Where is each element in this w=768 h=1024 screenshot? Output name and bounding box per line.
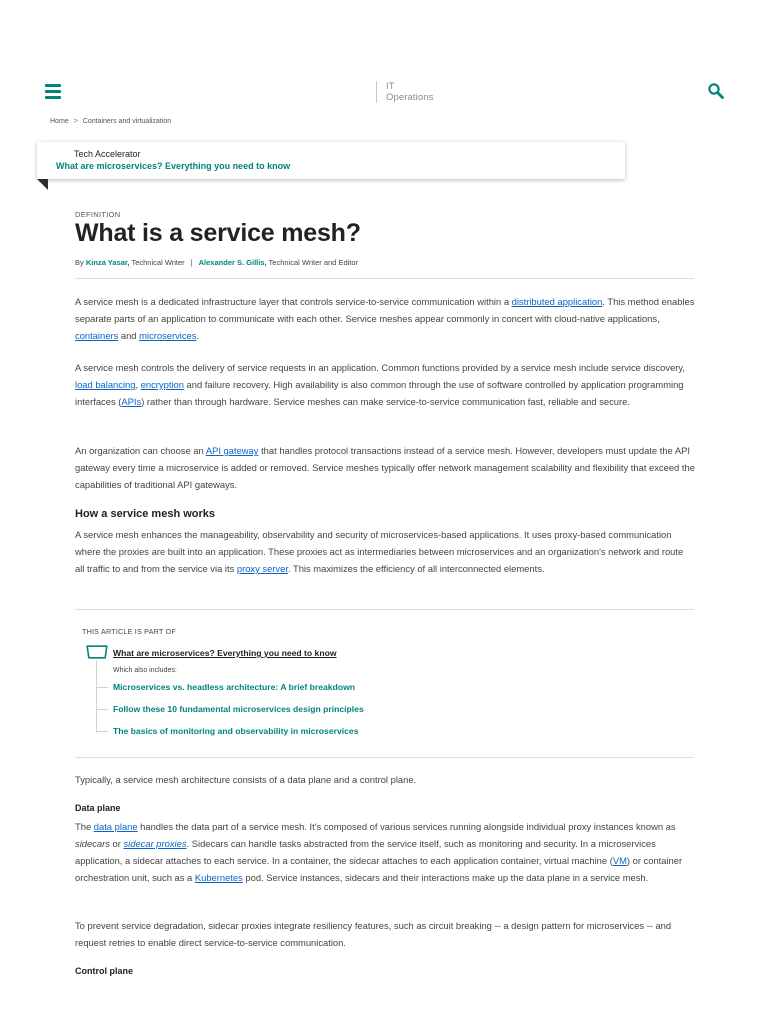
divider bbox=[75, 278, 694, 279]
text-span: A service mesh is a dedicated infrastructure layer that controls service-to-service communication within a bbox=[75, 296, 512, 307]
tech-accelerator-label: Tech Accelerator bbox=[74, 149, 141, 159]
author-link-2[interactable]: Alexander S. Gillis, bbox=[198, 258, 267, 267]
author-link-1[interactable]: Kinza Yasar, bbox=[85, 258, 130, 267]
link-encryption[interactable]: encryption bbox=[140, 379, 184, 390]
card-corner-fold bbox=[37, 179, 48, 190]
text-span: that handles protocol transactions instead of a service mesh. However, developers must update the API gateway every time a microservice is added or removed. Service meshes typically offer network management scalability and flexibility that exceed the capabilities of traditional API gateways. bbox=[75, 445, 695, 490]
link-data-plane[interactable]: data plane bbox=[93, 821, 138, 832]
breadcrumb-home[interactable]: Home bbox=[50, 118, 69, 125]
divider bbox=[75, 609, 694, 610]
link-microservices[interactable]: microservices bbox=[139, 330, 197, 341]
text-span: ) or container orchestration unit, such as a bbox=[75, 855, 683, 883]
link-proxy-server[interactable]: proxy server bbox=[236, 563, 288, 574]
series-label: THIS ARTICLE IS PART OF bbox=[82, 627, 176, 636]
article-kicker: DEFINITION bbox=[75, 210, 121, 219]
author-role-1: Technical Writer bbox=[131, 258, 185, 267]
link-load-balancing[interactable]: load balancing bbox=[75, 379, 136, 390]
text-span: The bbox=[75, 821, 94, 832]
text-span: pod. Service instances, sidecars and their interactions make up the data plane in a service mesh. bbox=[242, 872, 649, 883]
text-span: or bbox=[109, 838, 124, 849]
folder-icon[interactable] bbox=[86, 645, 108, 659]
series-item-link[interactable]: Follow these 10 fundamental microservices design principles bbox=[113, 704, 364, 714]
series-also-label: Which also includes: bbox=[113, 667, 177, 674]
breadcrumb bbox=[50, 118, 171, 125]
link-containers[interactable]: containers bbox=[75, 330, 119, 341]
text-span: . This method enables separate parts of an application to communicate with each other. Service meshes appear commonly in concert with cloud-native applications, bbox=[75, 296, 695, 324]
link-sidecar-proxies[interactable]: sidecar proxies bbox=[123, 838, 187, 849]
page-title: What is a service mesh? bbox=[75, 219, 361, 247]
text-span: . bbox=[196, 330, 200, 341]
link-kubernetes[interactable]: Kubernetes bbox=[194, 872, 243, 883]
link-api-gateway[interactable]: API gateway bbox=[205, 445, 259, 456]
paragraph-how-it-works bbox=[75, 526, 695, 577]
text-span: ) rather than through hardware. Service meshes can make service-to-service communication fast, reliable and secure. bbox=[141, 396, 630, 407]
text-span: and failure recovery. High availability is also common through the use of software controlled by application programming interfaces ( bbox=[75, 379, 684, 407]
text-span: . This maximizes the efficiency of all interconnected elements. bbox=[287, 563, 545, 574]
text-span: A service mesh controls the delivery of service requests in an application. Common functions provided by a service mesh include service discovery, bbox=[75, 362, 686, 373]
site-logo-line1: IT bbox=[386, 81, 395, 92]
heading-data-plane: Data plane bbox=[75, 803, 121, 813]
text-span: handles the data part of a service mesh. It's composed of various services running alongside individual proxy instances known as bbox=[137, 821, 676, 832]
breadcrumb-separator: > bbox=[73, 118, 78, 125]
text-span: An organization can choose an bbox=[75, 445, 206, 456]
author-role-2: Technical Writer and Editor bbox=[268, 258, 359, 267]
series-tree-branch bbox=[96, 687, 108, 688]
paragraph-intro bbox=[75, 293, 695, 344]
site-logo[interactable] bbox=[376, 81, 433, 103]
tech-accelerator-link[interactable]: What are microservices? Everything you need to know bbox=[56, 161, 291, 171]
series-item-link[interactable]: Microservices vs. headless architecture: A brief breakdown bbox=[113, 682, 355, 692]
byline-divider: | bbox=[190, 258, 193, 267]
paragraph-api-gateway bbox=[75, 442, 695, 493]
text-span: A service mesh enhances the manageability, observability and security of microservices-based applications. It uses proxy-based communication where the proxies are built into an application. These proxies act as intermediaries between microservices and an organization's network and route all traffic to and from the service via its bbox=[75, 529, 684, 574]
series-tree-branch bbox=[96, 709, 108, 710]
hamburger-menu-icon[interactable] bbox=[45, 84, 61, 98]
text-sidecars: sidecars bbox=[75, 838, 110, 849]
series-item-link[interactable]: The basics of monitoring and observability in microservices bbox=[113, 726, 359, 736]
heading-how-it-works: How a service mesh works bbox=[75, 508, 216, 520]
byline bbox=[75, 258, 358, 267]
tech-accelerator-card bbox=[37, 142, 625, 179]
paragraph-resiliency: To prevent service degradation, sidecar proxies integrate resiliency features, such as circuit breaking -- a design pattern for microservices -- and request retries to enable direct service-to-service communication. bbox=[75, 920, 672, 948]
divider bbox=[75, 757, 694, 758]
series-tree-line bbox=[96, 660, 97, 733]
link-apis[interactable]: APIs bbox=[121, 396, 142, 407]
site-logo-line2: Operations bbox=[386, 92, 434, 103]
text-span: , bbox=[135, 379, 141, 390]
text-span: . Sidecars can handle tasks abstracted from the service itself, such as monitoring and security. In a microservices application, a sidecar attaches to each service. In a container, the sidecar attaches to each application container, virtual machine ( bbox=[75, 838, 656, 866]
link-distributed-application[interactable]: distributed application bbox=[511, 296, 603, 307]
series-tree-branch bbox=[96, 731, 108, 732]
paragraph-functions bbox=[75, 359, 695, 410]
byline-by: By bbox=[75, 258, 84, 267]
search-icon[interactable] bbox=[707, 82, 725, 100]
heading-control-plane: Control plane bbox=[75, 966, 133, 976]
text-span: and bbox=[118, 330, 140, 341]
breadcrumb-section[interactable]: Containers and virtualization bbox=[82, 118, 172, 125]
link-vm[interactable]: VM bbox=[612, 855, 627, 866]
paragraph-data-plane bbox=[75, 818, 695, 886]
paragraph-architecture: Typically, a service mesh architecture consists of a data plane and a control plane. bbox=[75, 774, 417, 785]
series-main-link[interactable]: What are microservices? Everything you need to know bbox=[113, 648, 337, 658]
